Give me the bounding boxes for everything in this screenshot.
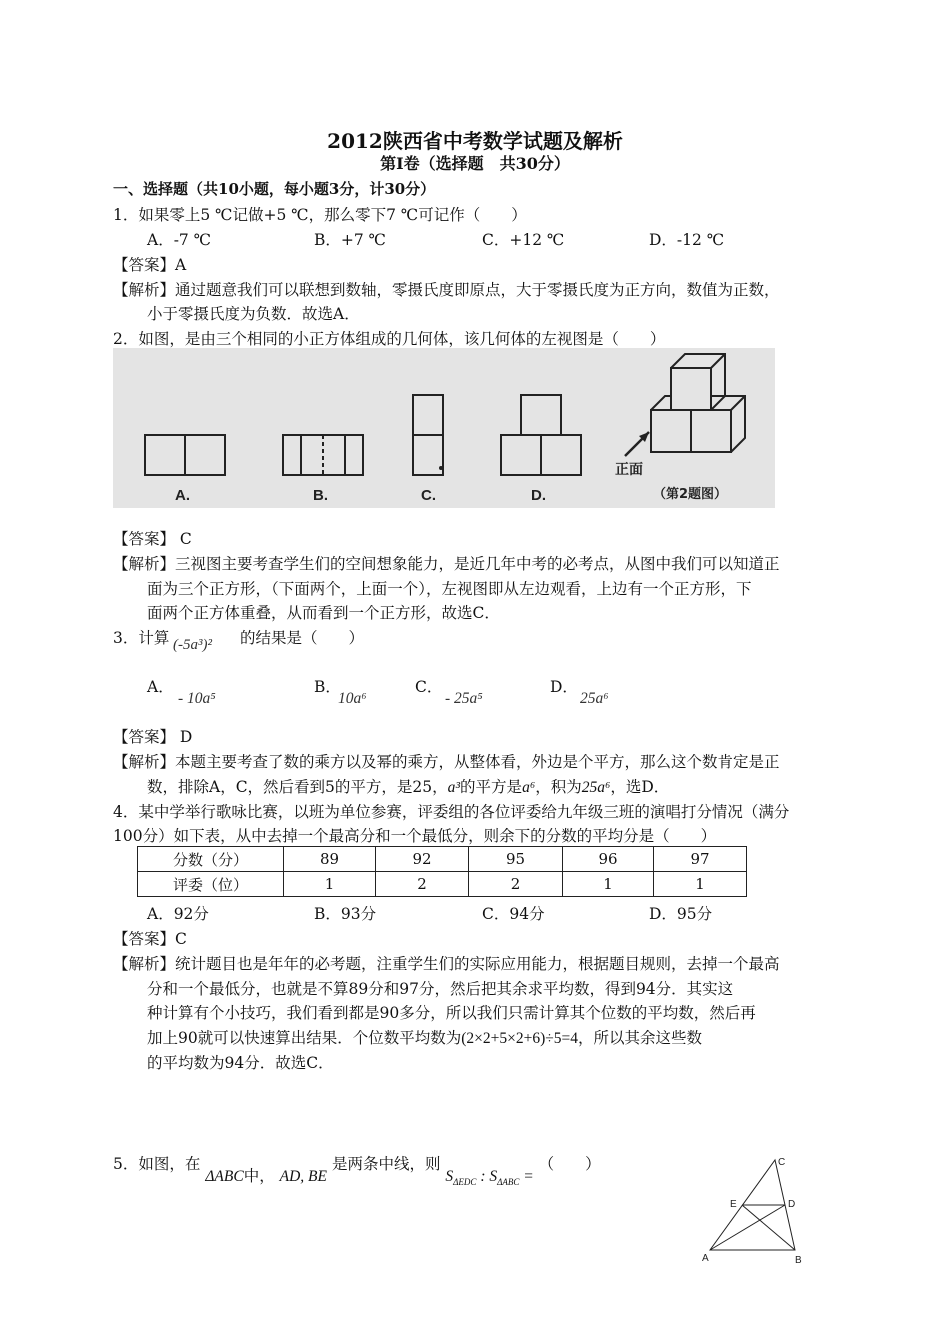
table-cell: 97 bbox=[654, 847, 747, 872]
q3-option-b-expr: 10a⁶ bbox=[338, 690, 367, 707]
q5-figure bbox=[700, 1155, 810, 1265]
q3-analysis-2c: 的平方是 bbox=[460, 778, 523, 796]
table-row bbox=[138, 872, 747, 897]
q5-lines: AD, BE bbox=[279, 1168, 327, 1185]
table-cell: 1 bbox=[284, 872, 376, 897]
q3-analysis-2b: a³ bbox=[447, 779, 461, 796]
q4-analysis-2: 分和一个最低分，也就是不算89分和97分，然后把其余求平均数，得到94分．其实这 bbox=[147, 980, 734, 998]
table-cell: 89 bbox=[284, 847, 376, 872]
q3-expression: (-5a³)² bbox=[173, 637, 212, 653]
q3-option-d-expr: 25a⁶ bbox=[580, 690, 609, 707]
q2-analysis-3: 面两个正方体重叠，从而看到一个正方形，故选C． bbox=[147, 604, 500, 622]
q1-option-c: C．+12 ℃ bbox=[482, 231, 565, 249]
q5-paren: （ ） bbox=[538, 1155, 601, 1173]
q4-analysis-4c: ，所以其余这些数 bbox=[578, 1029, 703, 1047]
q1-option-a: A．-7 ℃ bbox=[147, 231, 212, 249]
fig-label-c: C. bbox=[421, 487, 436, 504]
q1-analysis-2: 小于零摄氏度为负数．故选A． bbox=[147, 305, 360, 323]
q4-analysis-4a: 加上90就可以快速算出结果．个位数平均数为 bbox=[147, 1029, 462, 1047]
section-heading: 一、选择题（共10小题，每小题3分，计30分） bbox=[113, 180, 436, 198]
table-cell: 分数（分） bbox=[138, 847, 284, 872]
table-cell: 95 bbox=[469, 847, 563, 872]
label-d: D bbox=[788, 1199, 796, 1210]
fig-label-b: B. bbox=[313, 487, 328, 504]
q1-analysis-1: 【解析】通过题意我们可以联想到数轴，零摄氏度即原点，大于零摄氏度为正方向，数值为正数， bbox=[113, 281, 780, 299]
q1-stem: 1．如果零上5 ℃记做+5 ℃，那么零下7 ℃可记作（ ） bbox=[113, 206, 527, 224]
q5-ratio bbox=[445, 1168, 534, 1188]
q1-answer: 【答案】A bbox=[113, 256, 187, 274]
page-title: 2012陕西省中考数学试题及解析 bbox=[327, 129, 623, 153]
fig-label-a: A. bbox=[175, 487, 190, 504]
q4-stem-1: 4．某中学举行歌咏比赛，以班为单位参赛，评委组的各位评委给九年级三班的演唱打分情况（满分 bbox=[113, 803, 790, 821]
q4-analysis-4 bbox=[147, 1026, 702, 1048]
q1-option-b: B．+7 ℃ bbox=[314, 231, 387, 249]
q3-stem-post: 的结果是（ ） bbox=[240, 629, 365, 647]
score-table bbox=[137, 846, 747, 897]
q5-stem-pre: 5．如图，在 bbox=[113, 1155, 201, 1173]
table-row bbox=[138, 847, 747, 872]
q3-analysis-2 bbox=[147, 775, 669, 797]
fig-front-label: 正面 bbox=[615, 462, 643, 478]
q4-option-a: A．92分 bbox=[147, 905, 209, 923]
q3-answer: 【答案】 D bbox=[113, 728, 193, 746]
q3-analysis-1: 【解析】本题主要考查了数的乘方以及幂的乘方，从整体看，外边是个平方，那么这个数肯定是正 bbox=[113, 753, 780, 771]
page-subtitle: 第Ⅰ卷（选择题 共30分） bbox=[380, 154, 570, 173]
label-a: A bbox=[702, 1253, 709, 1264]
q3-stem-pre: 3．计算 bbox=[113, 629, 170, 647]
q3-option-b: B． bbox=[314, 678, 341, 696]
q3-analysis-2e: ，积为 bbox=[535, 778, 582, 796]
q3-analysis-2g: ，选D． bbox=[610, 778, 670, 796]
table-cell: 评委（位） bbox=[138, 872, 284, 897]
q5-sub2: ΔABC bbox=[497, 1177, 520, 1188]
q5-zhong: 中， bbox=[243, 1167, 275, 1185]
fig-caption: （第2题图） bbox=[653, 487, 728, 502]
table-cell: 96 bbox=[563, 847, 654, 872]
table-cell: 1 bbox=[654, 872, 747, 897]
q4-analysis-3: 种计算有个小技巧，我们看到都是90多分，所以我们只需计算其个位数的平均数，然后再 bbox=[147, 1004, 756, 1022]
q3-option-a-expr: - 10a⁵ bbox=[178, 690, 216, 707]
table-cell: 2 bbox=[469, 872, 563, 897]
q5-mid: 是两条中线，则 bbox=[331, 1155, 441, 1173]
q4-option-c: C．94分 bbox=[482, 905, 545, 923]
q4-answer: 【答案】C bbox=[113, 930, 187, 948]
table-cell: 1 bbox=[563, 872, 654, 897]
q2-analysis-1: 【解析】三视图主要考查学生们的空间想象能力，是近几年中考的必考点，从图中我们可以知道正 bbox=[113, 555, 780, 573]
q2-stem: 2．如图，是由三个相同的小正方体组成的几何体，该几何体的左视图是（ ） bbox=[113, 330, 666, 348]
q2-analysis-2: 面为三个正方形，（下面两个，上面一个），左视图即从左边观看，上边有一个正方形，下 bbox=[147, 580, 752, 598]
label-e: E bbox=[730, 1199, 737, 1210]
q5-colon: : S bbox=[476, 1168, 498, 1185]
q3-option-c-expr: - 25a⁵ bbox=[445, 690, 483, 707]
table-cell: 2 bbox=[376, 872, 469, 897]
q3-analysis-2d: a⁶ bbox=[522, 779, 536, 796]
fig-label-d: D. bbox=[531, 487, 546, 504]
q3-option-d: D． bbox=[550, 678, 578, 696]
q4-formula: (2×2+5×2+6)÷5=4 bbox=[461, 1030, 579, 1047]
q4-option-d: D．95分 bbox=[649, 905, 713, 923]
q4-option-b: B．93分 bbox=[314, 905, 377, 923]
q2-figure bbox=[113, 348, 775, 508]
q4-analysis-1: 【解析】统计题目也是年年的必考题，注重学生们的实际应用能力，根据题目规则，去掉一个最高 bbox=[113, 955, 780, 973]
q5-s1: S bbox=[445, 1168, 454, 1185]
q3-option-a: A． bbox=[147, 678, 174, 696]
label-b: B bbox=[795, 1255, 802, 1265]
q2-answer: 【答案】 C bbox=[113, 530, 192, 548]
q4-stem-2: 100分）如下表，从中去掉一个最高分和一个最低分，则余下的分数的平均分是（ ） bbox=[113, 827, 717, 845]
q5-eq: = bbox=[519, 1168, 534, 1185]
q5-sub1: ΔEDC bbox=[453, 1177, 477, 1188]
label-c: C bbox=[778, 1157, 786, 1168]
q3-analysis-2a: 数，排除A，C，然后看到5的平方，是25， bbox=[147, 778, 448, 796]
q1-option-d: D．-12 ℃ bbox=[649, 231, 725, 249]
table-cell: 92 bbox=[376, 847, 469, 872]
q5-triangle: ΔABC bbox=[205, 1168, 244, 1185]
q3-analysis-2f: 25a⁶ bbox=[581, 779, 611, 796]
q3-option-c: C． bbox=[415, 678, 443, 696]
q4-analysis-5: 的平均数为94分．故选C． bbox=[147, 1054, 334, 1072]
